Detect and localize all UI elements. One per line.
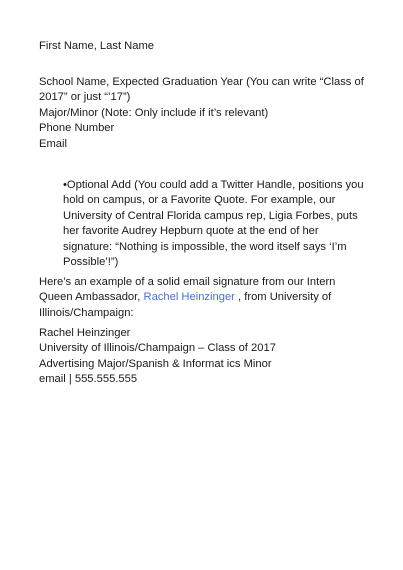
- name-placeholder: [39, 39, 374, 54]
- school-line: School Name, Expected Graduation Year (You can write “Class of: [39, 76, 364, 88]
- bullet-icon: •: [63, 179, 67, 191]
- optional-line-1: [63, 178, 368, 193]
- major-line: Major/Minor (Note: Only include if it’s relevant): [39, 106, 269, 119]
- optional-line-4: her favorite Audrey Hepburn quote at the end of her: [63, 225, 319, 238]
- signature-name: Rachel Heinzinger: [39, 327, 131, 339]
- optional-line-6: Possible’!”): [63, 256, 119, 269]
- signature-contact: email | 555.555.555: [39, 373, 138, 386]
- school-line-cont: 2017” or just “’17”): [39, 91, 131, 104]
- example-intro-line-2: [39, 290, 374, 305]
- optional-line-2: hold on campus, or a Favorite Quote. For example, our: [63, 194, 336, 207]
- example-intro-pre: Queen Ambassador,: [39, 291, 144, 304]
- signature-school: University of Illinois/Champaign – Class of 2017: [39, 342, 276, 355]
- optional-line-3: University of Central Florida campus rep, Ligia Forbes, puts: [63, 209, 358, 222]
- example-intro-line-1: Here’s an example of a solid email signature from our Intern: [39, 276, 336, 288]
- rachel-heinzinger-link[interactable]: Rachel Heinzinger: [143, 291, 235, 304]
- example-intro-line-3: Illinois/Champaign:: [39, 306, 134, 319]
- signature-major: Advertising Major/Spanish & Informat ics Minor: [39, 357, 272, 370]
- name-line: First Name, Last Name: [39, 40, 155, 52]
- optional-text-1: Optional Add (You could add a Twitter Handle, positions you: [66, 179, 364, 191]
- phone-line: Phone Number: [39, 122, 115, 135]
- optional-line-5: signature: “Nothing is impossible, the word itself says ‘I’m: [63, 240, 347, 253]
- signature-example: [39, 326, 374, 388]
- example-intro-post: , from University of: [234, 291, 332, 304]
- optional-bullet-block: [63, 178, 368, 270]
- example-intro: [39, 275, 374, 321]
- template-block: [39, 75, 374, 152]
- email-line: Email: [39, 137, 67, 150]
